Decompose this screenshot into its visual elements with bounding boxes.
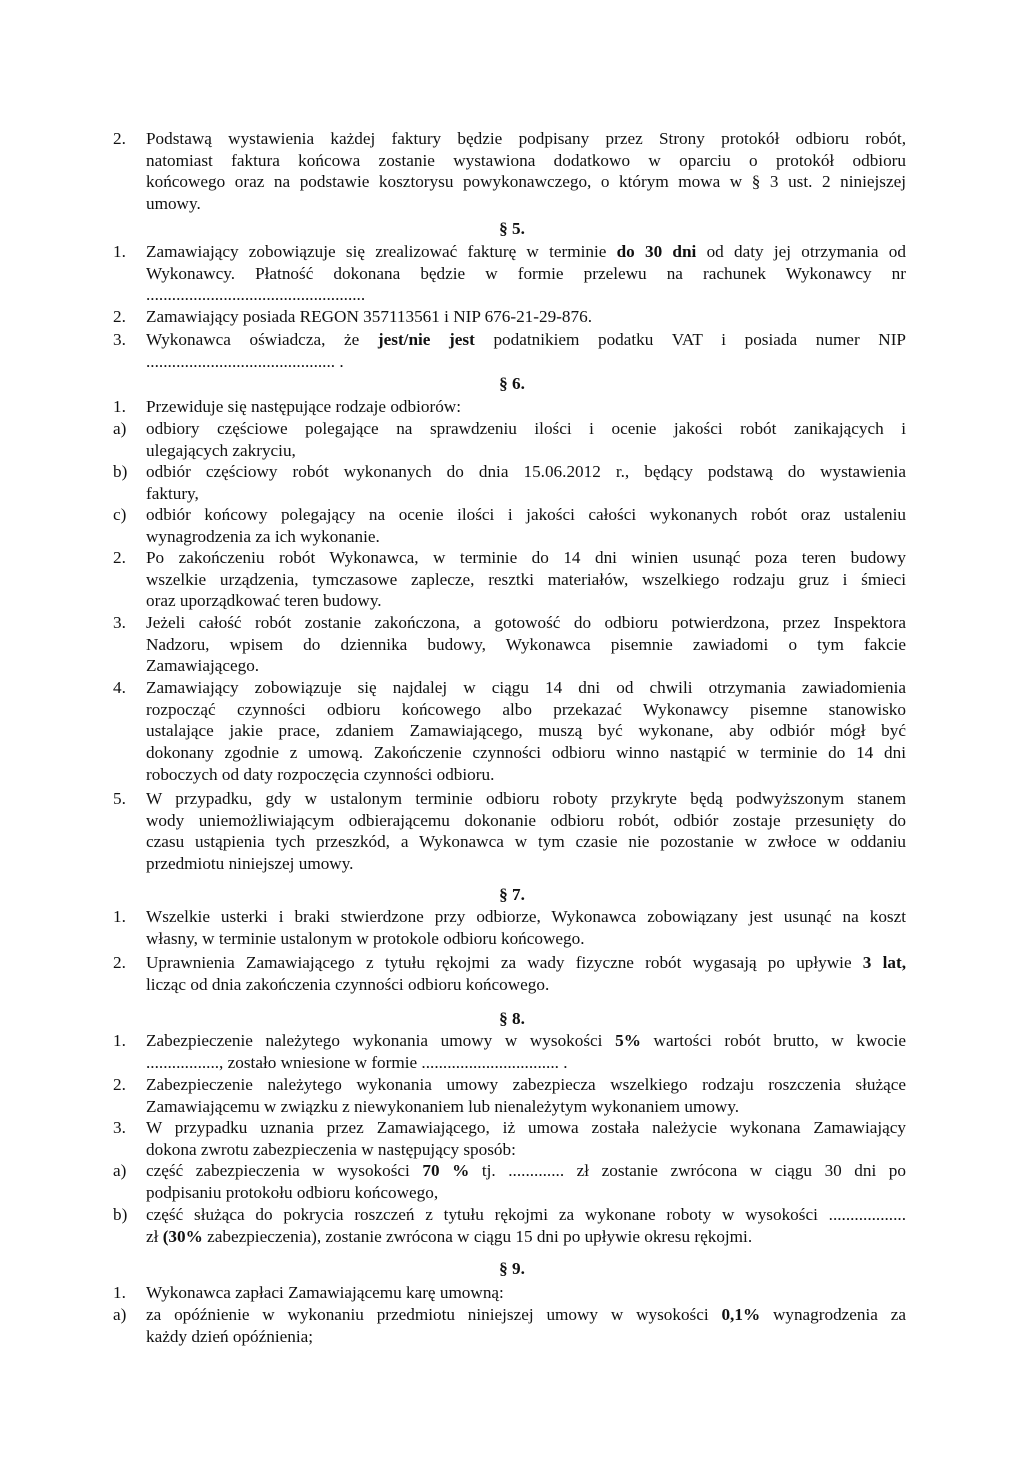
text-line: Przewiduje się następujące rodzaje odbiorów:	[146, 397, 461, 416]
list-subitem	[113, 461, 906, 504]
item-number: 2.	[113, 548, 126, 567]
paragraph-item	[113, 1030, 906, 1073]
text-line: podpisaniu protokołu odbioru końcowego,	[146, 1182, 439, 1202]
dotted-fill-line: ................., zostało wniesione w formie ................................ .	[146, 1052, 568, 1072]
text-line: faktury,	[146, 483, 199, 503]
item-number: 1.	[113, 242, 126, 261]
text-line: Wykonawcy. Płatność dokonana będzie w formie przelewu na rachunek Wykonawcy nr	[146, 263, 906, 283]
section-heading: § 7.	[499, 885, 525, 904]
text-line: natomiast faktura końcowa zostanie wystawiona dodatkowo w oparciu o protokół odbioru	[146, 150, 906, 170]
text-line: odbiór końcowy polegający na ocenie ilości i jakości całości wykonanych robót oraz ustaleniu	[146, 505, 906, 524]
item-letter: a)	[113, 1305, 127, 1324]
text-line: odbiory częściowe polegające na sprawdzeniu ilości i ocenie jakości robót zanikających i	[146, 419, 906, 438]
item-number: 1.	[113, 907, 126, 926]
section-heading: § 8.	[499, 1009, 525, 1028]
item-letter: c)	[113, 505, 127, 524]
paragraph-item	[113, 128, 906, 215]
text-line: odbiór częściowy robót wykonanych do dnia 15.06.2012 r., będący podstawą do wystawienia	[146, 462, 906, 481]
text-line: oraz uporządkować teren budowy.	[146, 591, 382, 611]
text-line: Zamawiającemu w związku z niewykonaniem lub nienależytym wykonaniem umowy.	[146, 1096, 740, 1116]
item-number: 2.	[113, 953, 126, 972]
item-letter: a)	[113, 419, 127, 438]
paragraph-item	[113, 1074, 906, 1117]
text-line: licząc od dnia zakończenia czynności odbioru końcowego.	[146, 974, 550, 994]
item-number: 1.	[113, 1031, 126, 1050]
paragraph-item	[113, 241, 906, 306]
text-line: rozpocząć czynności odbioru końcowego albo przekazać Wykonawcy pisemne stanowisko	[146, 699, 906, 719]
text-line: Wykonawca zapłaci Zamawiającemu karę umowną:	[146, 1283, 504, 1302]
paragraph-item	[113, 396, 906, 418]
text-line: własny, w terminie ustalonym w protokole odbioru końcowego.	[146, 928, 585, 948]
text-line: Zamawiający zobowiązuje się najdalej w ciągu 14 dni od chwili otrzymania zawiadomienia	[146, 678, 906, 697]
text-line: Uprawnienia Zamawiającego z tytułu rękojmi za wady fizyczne robót wygasają po upływie 3 lat,	[146, 953, 906, 972]
text-line: zł (30% zabezpieczenia), zostanie zwrócona w ciągu 15 dni po upływie okresu rękojmi.	[146, 1226, 753, 1246]
item-number: 2.	[113, 1075, 126, 1094]
list-subitem	[113, 504, 906, 547]
paragraph-item	[113, 1282, 906, 1304]
paragraph-item	[113, 677, 906, 786]
text-line: dokona zwrotu zabezpieczenia w następujący sposób:	[146, 1139, 516, 1159]
paragraph-item	[113, 329, 906, 372]
item-letter: b)	[113, 1205, 128, 1224]
text-line: każdy dzień opóźnienia;	[146, 1326, 314, 1346]
text-line: ustalające jakie prace, zdaniem Zamawiającego, muszą być wykonane, aby odbiór mógł być	[146, 721, 906, 741]
paragraph-item	[113, 547, 906, 612]
text-line: W przypadku uznania przez Zamawiającego, iż umowa została należycie wykonana Zamawiający	[146, 1118, 906, 1137]
text-line: roboczych od daty rozpoczęcia czynności odbioru.	[146, 764, 495, 784]
text-line: czasu ustąpienia tych przeszkód, a Wykonawca w tym czasie nie pozostanie w zwłoce w oddaniu	[146, 832, 906, 852]
item-number: 3.	[113, 613, 126, 632]
dotted-fill-line: ............................................ .	[146, 351, 344, 371]
text-line: część służąca do pokrycia roszczeń z tytułu rękojmi za wykonane roboty w wysokości ..................	[146, 1205, 906, 1224]
text-line: Zabezpieczenie należytego wykonania umowy w wysokości 5% wartości robót brutto, w kwocie	[146, 1031, 906, 1050]
list-subitem	[113, 1304, 906, 1347]
text-line: końcowego oraz na podstawie kosztorysu powykonawczego, o którym mowa w § 3 ust. 2 niniejszej	[146, 172, 906, 192]
text-line: ulegających zakryciu,	[146, 440, 296, 460]
item-number: 4.	[113, 678, 126, 697]
item-number: 3.	[113, 1118, 126, 1137]
item-number: 1.	[113, 1283, 126, 1302]
text-line: część zabezpieczenia w wysokości 70 % tj. ............. zł zostanie zwrócona w ciągu 30 dni po	[146, 1161, 906, 1180]
paragraph-item	[113, 1117, 906, 1160]
text-line: Po zakończeniu robót Wykonawca, w terminie do 14 dni winien usunąć poza teren budowy	[146, 548, 906, 567]
text-line: Nadzoru, wpisem do dziennika budowy, Wykonawca pisemnie zawiadomi o tym fakcie	[146, 634, 906, 654]
list-subitem	[113, 1204, 906, 1247]
text-line: Zamawiającego.	[146, 656, 260, 676]
text-line: Wykonawca oświadcza, że jest/nie jest podatnikiem podatku VAT i posiada numer NIP	[146, 330, 906, 349]
text-line: za opóźnienie w wykonaniu przedmiotu niniejszej umowy w wysokości 0,1% wynagrodzenia za	[146, 1305, 906, 1324]
text-line: wszelkie urządzenia, tymczasowe zaplecze, resztki materiałów, wszelkiego rodzaju gruz i śmieci	[146, 569, 906, 589]
text-line: Zamawiający zobowiązuje się zrealizować fakturę w terminie do 30 dni od daty jej otrzymania od	[146, 242, 906, 261]
item-number: 2.	[113, 307, 126, 326]
text-line: Zabezpieczenie należytego wykonania umowy zabezpiecza wszelkiego rodzaju roszczenia służące	[146, 1075, 906, 1094]
item-number: 1.	[113, 397, 126, 416]
section-heading: § 5.	[499, 219, 525, 238]
paragraph-item	[113, 952, 906, 995]
text-line: umowy.	[146, 194, 201, 214]
list-subitem	[113, 418, 906, 461]
text-line: wody uniemożliwiającym odbierającemu dokonanie odbioru robót, odbiór zostaje przesunięty do	[146, 810, 906, 830]
list-subitem	[113, 1160, 906, 1203]
item-letter: a)	[113, 1161, 127, 1180]
text-line: dokonany zgodnie z umową. Zakończenie czynności odbioru winno nastąpić w terminie do 14 dni	[146, 743, 906, 763]
text-line: Podstawą wystawienia każdej faktury będzie podpisany przez Strony protokół odbioru robót,	[146, 129, 906, 148]
text-line: wynagrodzenia za ich wykonanie.	[146, 526, 380, 546]
item-number: 3.	[113, 330, 126, 349]
text-line: Jeżeli całość robót zostanie zakończona, a gotowość do odbioru potwierdzona, przez Inspektora	[146, 613, 906, 632]
paragraph-item	[113, 906, 906, 949]
text-line: Wszelkie usterki i braki stwierdzone przy odbiorze, Wykonawca zobowiązany jest usunąć na koszt	[146, 907, 906, 926]
section-heading: § 6.	[499, 374, 525, 393]
paragraph-item	[113, 306, 906, 328]
section-heading: § 9.	[499, 1259, 525, 1278]
paragraph-item	[113, 612, 906, 677]
text-line: W przypadku, gdy w ustalonym terminie odbioru roboty przykryte będą podwyższonym stanem	[146, 789, 906, 808]
dotted-fill-line: ...................................................	[146, 285, 366, 305]
item-number: 5.	[113, 789, 126, 808]
text-line: przedmiotu niniejszej umowy.	[146, 854, 354, 874]
item-number: 2.	[113, 129, 126, 148]
item-letter: b)	[113, 462, 128, 481]
paragraph-item	[113, 788, 906, 875]
text-line: Zamawiający posiada REGON 357113561 i NIP 676-21-29-876.	[146, 307, 592, 326]
